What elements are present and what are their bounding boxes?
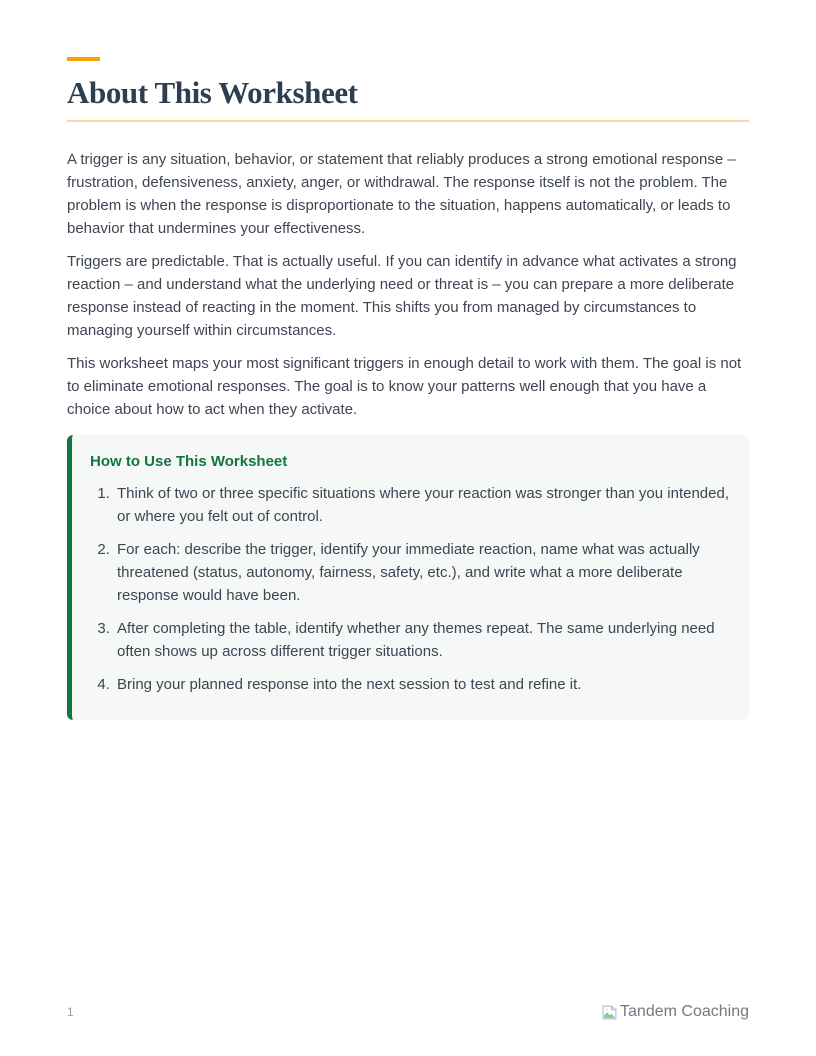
page-number: 1 xyxy=(67,1005,74,1019)
intro-paragraph: This worksheet maps your most significant triggers in enough detail to work with them. The goal is not to eliminate emotional responses. The goal is to know your patterns well enough that you have a choice about how to act when they activate. xyxy=(67,354,742,418)
intro-paragraph: Triggers are predictable. That is actually useful. If you can identify in advance what activates a strong reaction – and understand what the underlying need or threat is – you can prepare a more deliberate response instead of reacting in the moment. This shifts you from managed by circumstances to managing yourself within circumstances. xyxy=(67,252,737,339)
instruction-step: 3. After completing the table, identify whether any themes repeat. The same underlying need often shows up across different trigger situations. xyxy=(114,617,729,663)
instruction-step: 1. Think of two or three specific situations where your reaction was stronger than you intended, or where you felt out of control. xyxy=(114,482,729,528)
intro-paragraph: A trigger is any situation, behavior, or statement that reliably produces a strong emotional response – frustration, defensiveness, anxiety, anger, or withdrawal. The response itself is not the problem. The problem is when the response is disproportionate to the situation, happens automatically, or leads to behavior that undermines your effectiveness. xyxy=(67,150,736,237)
intro-section xyxy=(67,148,749,421)
broken-image-icon xyxy=(601,1004,618,1021)
instruction-step: 2. For each: describe the trigger, identify your immediate reaction, name what was actually threatened (status, autonomy, fairness, safety, etc.), and write what a more deliberate response would have been. xyxy=(114,538,729,607)
footer-logo-broken-image xyxy=(601,1003,749,1021)
footer-logo-alt-text: Tandem Coaching xyxy=(620,1003,749,1020)
page-content xyxy=(67,0,749,720)
accent-kicker-bar xyxy=(67,57,100,61)
how-to-use-callout xyxy=(67,435,749,720)
callout-heading: How to Use This Worksheet xyxy=(90,452,288,470)
instruction-list xyxy=(90,482,729,696)
instruction-step: 4. Bring your planned response into the next session to test and refine it. xyxy=(114,673,729,696)
title-divider-rule xyxy=(67,120,749,122)
page-footer xyxy=(67,1003,749,1021)
page-title: About This Worksheet xyxy=(67,75,358,110)
